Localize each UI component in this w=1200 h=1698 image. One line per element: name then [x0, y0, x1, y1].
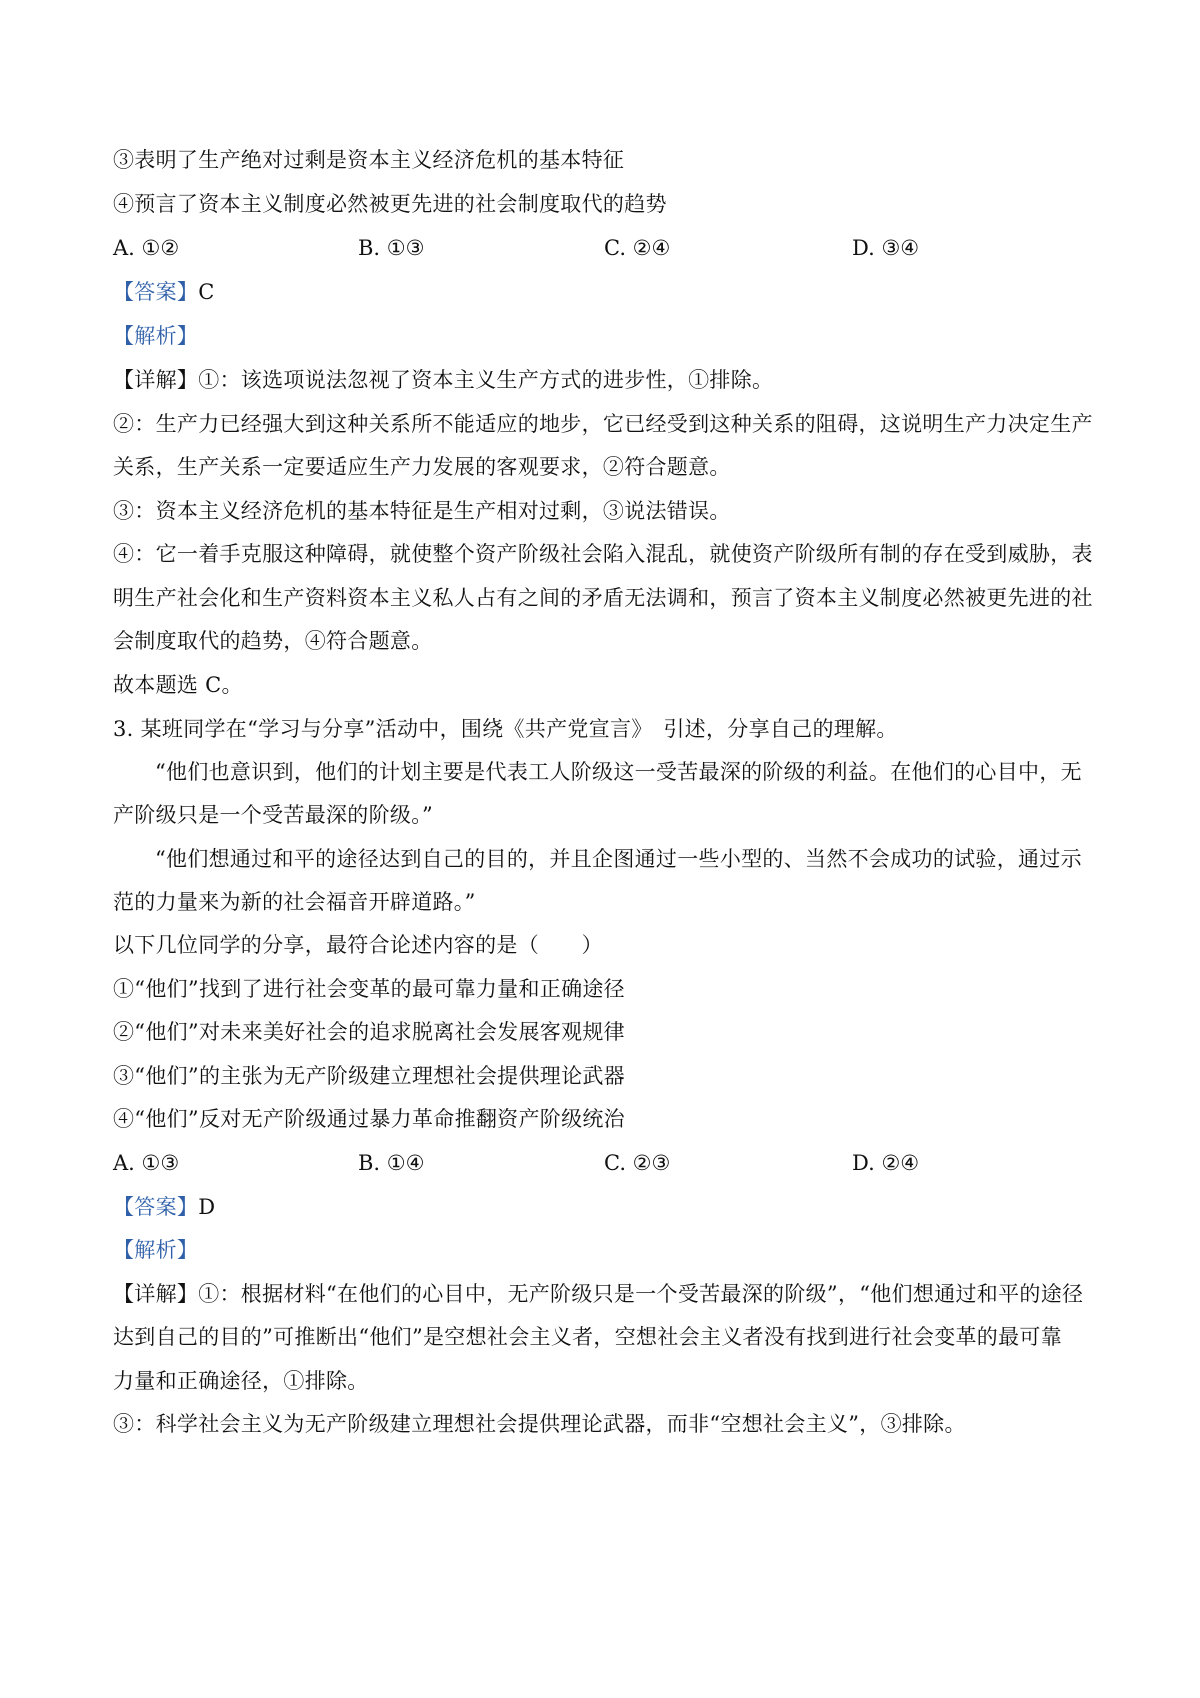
q3-prompt: 以下几位同学的分享，最符合论述内容的是（ ） [113, 933, 603, 957]
q2-answer [113, 277, 1103, 307]
q3-quote-1-line-1: “他们也意识到，他们的计划主要是代表工人阶级这一受苦最深的阶级的利益。在他们的心目中，无 [155, 760, 1082, 784]
detail-label: 【详解】 [113, 368, 199, 392]
answer-value: C [198, 280, 215, 304]
q2-detail-3: ③：资本主义经济危机的基本特征是生产相对过剩，③说法错误。 [113, 499, 731, 523]
q3-statement-4: ④“他们”反对无产阶级通过暴力革命推翻资产阶级统治 [113, 1107, 625, 1131]
q3-option-c: C. ②③ [604, 1151, 671, 1175]
q3-analysis-label: 【解析】 [113, 1238, 199, 1262]
q2-option-a: A. ①② [113, 236, 180, 260]
q2-conclusion: 故本题选 C。 [113, 673, 243, 697]
q3-detail-1-line-2: 达到自己的目的”可推断出“他们”是空想社会主义者，空想社会主义者没有找到进行社会变革的最可靠 [113, 1325, 1063, 1349]
detail-text: ①：根据材料“在他们的心目中，无产阶级只是一个受苦最深的阶级”，“他们想通过和平的途径 [198, 1282, 1084, 1306]
q3-option-b: B. ①④ [358, 1151, 425, 1175]
q2-detail-1 [113, 365, 1103, 395]
q3-option-a: A. ①③ [113, 1151, 180, 1175]
q3-answer [113, 1192, 1103, 1222]
q2-option-d: D. ③④ [852, 236, 920, 260]
q2-option-c: C. ②④ [604, 236, 671, 260]
q2-statement-4: ④预言了资本主义制度必然被更先进的社会制度取代的趋势 [113, 192, 667, 216]
q3-statement-1: ①“他们”找到了进行社会变革的最可靠力量和正确途径 [113, 977, 625, 1001]
q3-stem: 3. 某班同学在“学习与分享”活动中，围绕《共产党宣言》 引述，分享自己的理解。 [113, 717, 898, 741]
detail-text: ①：该选项说法忽视了资本主义生产方式的进步性，①排除。 [198, 368, 774, 392]
q3-quote-1-line-2: 产阶级只是一个受苦最深的阶级。” [113, 803, 434, 827]
q3-detail-3: ③：科学社会主义为无产阶级建立理想社会提供理论武器，而非“空想社会主义”，③排除。 [113, 1412, 966, 1436]
q3-detail-1-line-1 [113, 1279, 1103, 1309]
q2-detail-2-line-1: ②：生产力已经强大到这种关系所不能适应的地步，它已经受到这种关系的阻碍，这说明生产力决定生产 [113, 412, 1093, 436]
q2-option-b: B. ①③ [358, 236, 425, 260]
q2-detail-2-line-2: 关系，生产关系一定要适应生产力发展的客观要求，②符合题意。 [113, 455, 731, 479]
answer-label: 【答案】 [113, 1195, 199, 1219]
q3-statement-3: ③“他们”的主张为无产阶级建立理想社会提供理论武器 [113, 1064, 625, 1088]
answer-label: 【答案】 [113, 280, 199, 304]
q2-detail-4-line-3: 会制度取代的趋势，④符合题意。 [113, 629, 433, 653]
q2-detail-4-line-1: ④：它一着手克服这种障碍，就使整个资产阶级社会陷入混乱，就使资产阶级所有制的存在受到威胁，表 [113, 542, 1093, 566]
q3-detail-1-line-3: 力量和正确途径，①排除。 [113, 1369, 369, 1393]
q3-statement-2: ②“他们”对未来美好社会的追求脱离社会发展客观规律 [113, 1020, 625, 1044]
q2-analysis-label: 【解析】 [113, 324, 199, 348]
q3-quote-2-line-1: “他们想通过和平的途径达到自己的目的，并且企图通过一些小型的、当然不会成功的试验，通过示 [155, 847, 1082, 871]
answer-value: D [198, 1195, 216, 1219]
q3-quote-2-line-2: 范的力量来为新的社会福音开辟道路。” [113, 890, 476, 914]
detail-label: 【详解】 [113, 1282, 199, 1306]
q2-detail-4-line-2: 明生产社会化和生产资料资本主义私人占有之间的矛盾无法调和，预言了资本主义制度必然被更先进的社 [113, 586, 1093, 610]
q2-statement-3: ③表明了生产绝对过剩是资本主义经济危机的基本特征 [113, 148, 625, 172]
q3-option-d: D. ②④ [852, 1151, 920, 1175]
